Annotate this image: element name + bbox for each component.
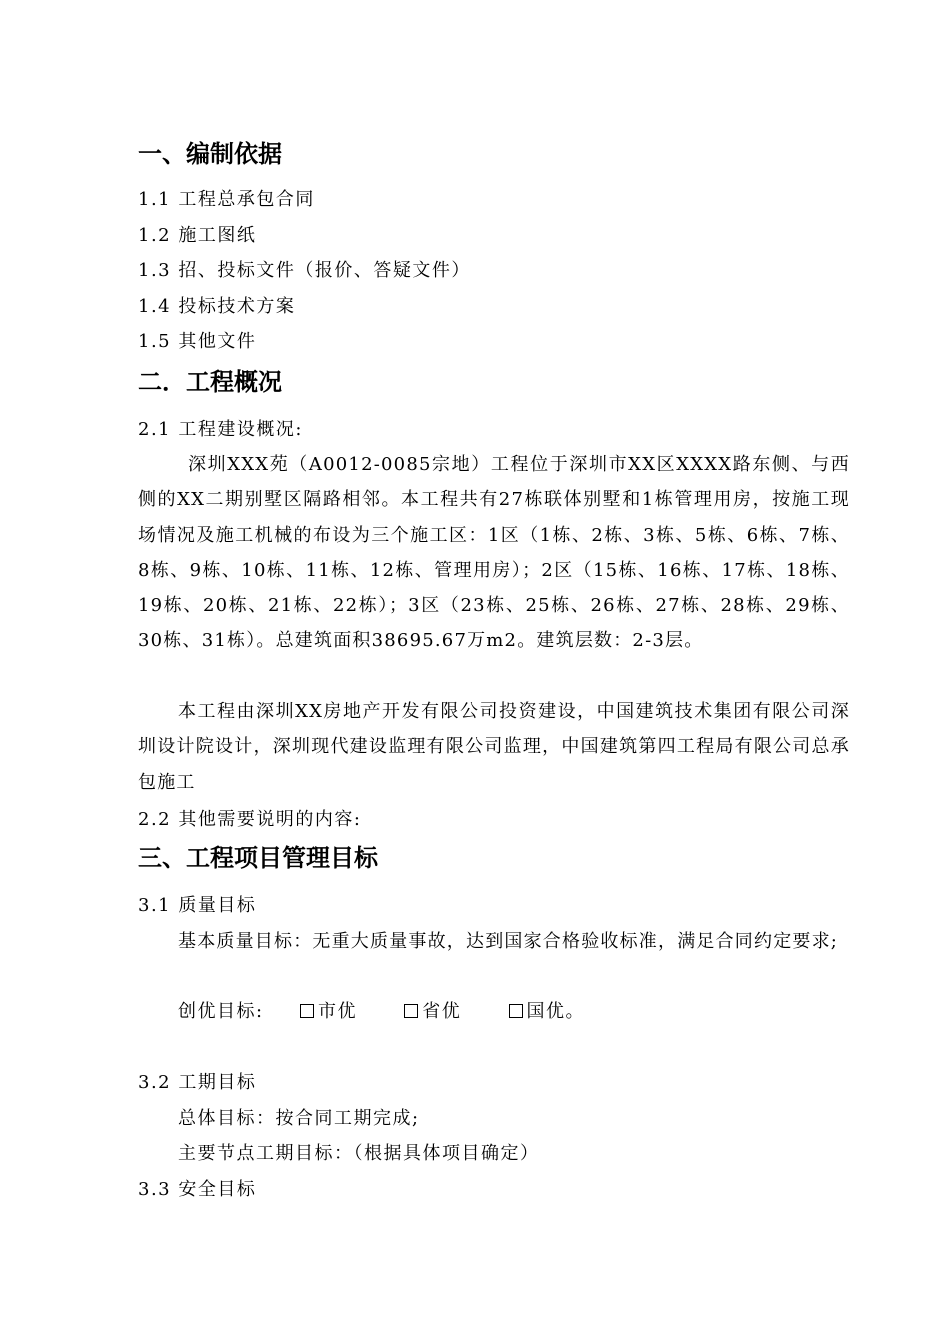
subheading: 3.2 工期目标	[138, 1072, 257, 1093]
section-heading-1: 一、编制依据	[138, 140, 282, 168]
option-province[interactable]	[404, 1000, 461, 1024]
schedule-overall: 总体目标：按合同工期完成;	[178, 1108, 420, 1129]
option-label: 市优	[318, 1001, 358, 1022]
subheading: 2.1 工程建设概况:	[138, 419, 303, 440]
list-item: 1.4 投标技术方案	[138, 296, 296, 317]
subheading: 3.1 质量目标	[138, 895, 257, 916]
list-item: 1.3 招、投标文件（报价、答疑文件）	[138, 260, 471, 281]
section-heading-2: 二．工程概况	[138, 368, 282, 396]
schedule-node: 主要节点工期目标：（根据具体项目确定）	[178, 1143, 540, 1164]
option-label: 国优。	[526, 1001, 586, 1022]
award-goal-row	[178, 1000, 625, 1024]
subheading: 2.2 其他需要说明的内容:	[138, 809, 362, 830]
option-label: 省优	[422, 1001, 462, 1022]
subheading: 3.3 安全目标	[138, 1179, 257, 1200]
checkbox-icon	[509, 1004, 523, 1018]
award-goal-label: 创优目标:	[178, 1001, 264, 1022]
list-item: 1.2 施工图纸	[138, 225, 257, 246]
paragraph-parties: 本工程由深圳XX房地产开发有限公司投资建设，中国建筑技术集团有限公司深圳设计院设计，深圳现代建设监理有限公司监理，中国建筑第四工程局有限公司总承包施工	[138, 701, 850, 793]
option-city[interactable]	[300, 1000, 357, 1024]
checkbox-icon	[404, 1004, 418, 1018]
option-national[interactable]	[509, 1000, 586, 1024]
list-item: 1.1 工程总承包合同	[138, 189, 315, 210]
checkbox-icon	[300, 1004, 314, 1018]
paragraph-overview: 深圳XXX苑（A0012-0085宗地）工程位于深圳市XX区XXXX路东侧、与西侧的XX二期别墅区隔路相邻。本工程共有27栋联体别墅和1栋管理用房，按施工现场情况及施工机械的布设为三个施工区：1区（1栋、2栋、3栋、5栋、6栋、7栋、8栋、9栋、10栋、11栋、12栋、管理用房）；2区（15栋、16栋、17栋、18栋、19栋、20栋、21栋、22栋）；3区（23栋、25栋、26栋、27栋、28栋、29栋、30栋、31栋）。总建筑面积38695.67万m2。建筑层数：2-3层。	[138, 454, 850, 652]
paragraph-quality-goal: 基本质量目标：无重大质量事故，达到国家合格验收标准，满足合同约定要求;	[178, 931, 839, 952]
section-heading-3: 三、工程项目管理目标	[138, 844, 378, 872]
list-item: 1.5 其他文件	[138, 331, 257, 352]
